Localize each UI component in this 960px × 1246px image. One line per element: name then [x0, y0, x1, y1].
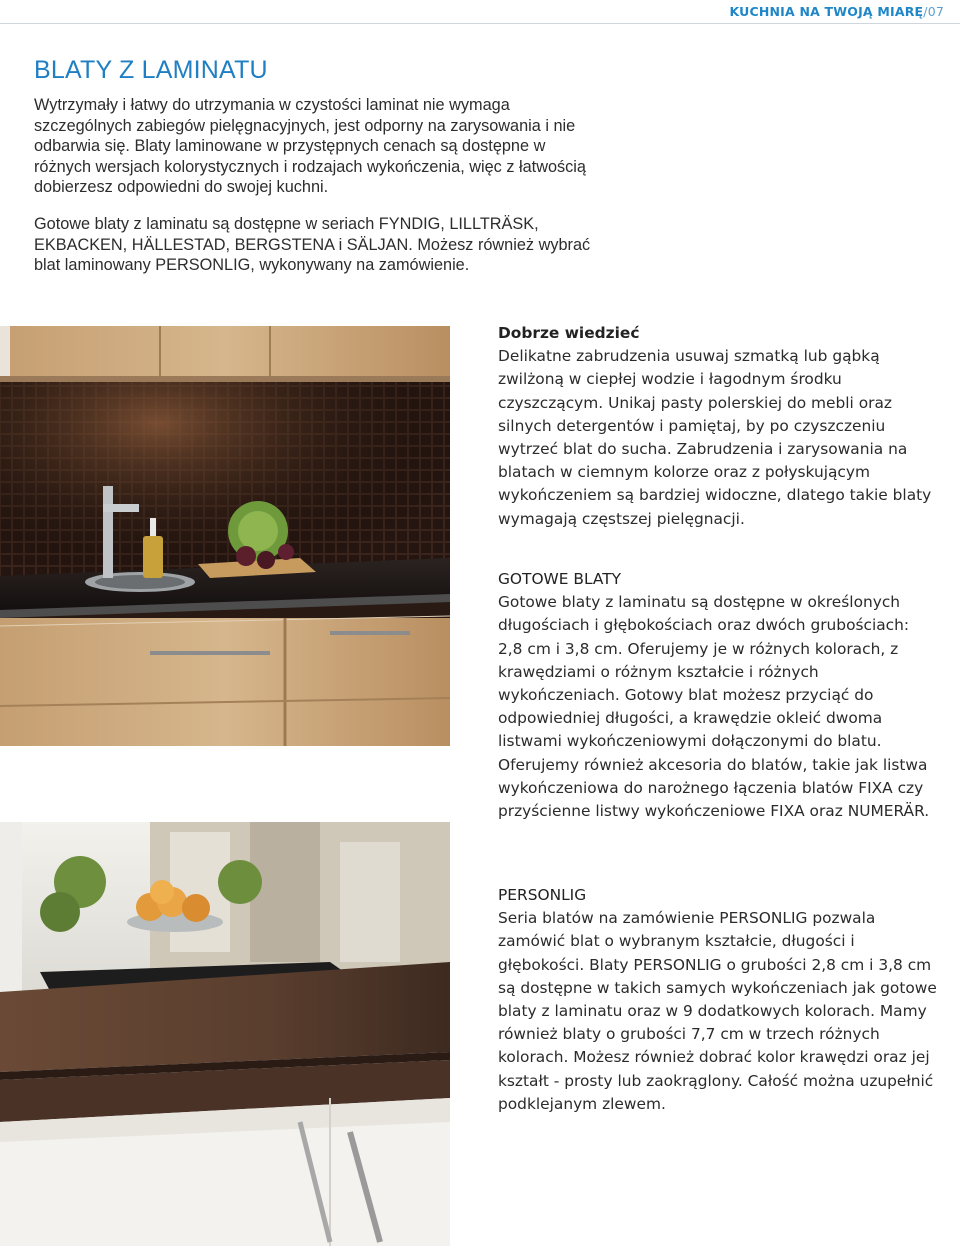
intro-paragraph-2: Gotowe blaty z laminatu są dostępne w seriach FYNDIG, LILLTRÄSK, EKBACKEN, HÄLLESTAD, BERGSTENA i SÄLJAN. Możesz również wybrać blat laminowany PERSONLIG, wykonywany na zamówienie. — [34, 214, 591, 275]
ready-tops-body: Gotowe blaty z laminatu są dostępne w określonych długościach i głębokościach oraz dwóch grubościach: 2,8 cm i 3,8 cm. Oferujemy je w różnych kolorach, z krawędziami o różnym kształcie i różnych wykończeniach. Gotowy blat możesz przyciąć do odpowiedniej długości, a krawędzie okleić dwoma listwami wykończeniowymi dołączonymi do blatu. Oferujemy również akcesoria do blatów, takie jak listwa wykończeniowa do narożnego łączenia blatów FIXA czy przyścienne listwy wykończeniowe FIXA oraz NUMERÄR. — [498, 593, 930, 821]
intro-block — [34, 56, 594, 276]
section-name: KUCHNIA NA TWOJĄ MIARĘ — [729, 4, 924, 19]
kitchen-sink-photo — [0, 326, 450, 746]
ready-tops-section — [498, 568, 938, 823]
page-title: BLATY Z LAMINATU — [34, 56, 268, 84]
page-number: /07 — [923, 4, 944, 19]
worktop-corner-photo — [0, 822, 450, 1246]
good-to-know-section — [498, 322, 938, 531]
personlig-body: Seria blatów na zamówienie PERSONLIG pozwala zamówić blat o wybranym kształcie, długości i głębokości. Blaty PERSONLIG o grubości 2,8 cm i 3,8 cm są dostępne w takich samych wykończeniach jak gotowe blaty z laminatu oraz w 9 dodatkowych kolorach. Mamy również blaty o grubości 7,7 cm w trzech różnych kolorach. Możesz również dobrać kolor krawędzi oraz jej kształt - prosty lub zaokrąglony. Całość można uzupełnić podklejanym zlewem. — [498, 909, 937, 1113]
good-to-know-heading: Dobrze wiedzieć — [498, 324, 640, 342]
ready-tops-heading: GOTOWE BLATY — [498, 570, 622, 588]
running-header — [729, 4, 944, 19]
kitchen-sink-illustration — [0, 326, 450, 746]
personlig-heading: PERSONLIG — [498, 886, 587, 904]
good-to-know-body: Delikatne zabrudzenia usuwaj szmatką lub gąbką zwilżoną w ciepłej wodzie i łagodnym środku czyszczącym. Unikaj pasty polerskiej do mebli oraz silnych detergentów i pamiętaj, by po czyszczeniu wytrzeć blat do sucha. Zabrudzenia i zarysowania na blatach w ciemnym kolorze oraz z połyskującym wykończeniem są bardziej widoczne, dlatego takie blaty wymagają częstszej pielęgnacji. — [498, 347, 932, 528]
worktop-corner-illustration — [0, 822, 450, 1246]
personlig-section — [498, 884, 938, 1116]
page-header — [0, 0, 960, 24]
intro-paragraph-1: Wytrzymały i łatwy do utrzymania w czystości laminat nie wymaga szczególnych zabiegów pielęgnacyjnych, jest odporny na zarysowania i nie odbarwia się. Blaty laminowane w przystępnych cenach są dostępne w różnych wersjach kolorystycznych i rodzajach wykończenia, więc z łatwością dobierzesz odpowiedni do swojej kuchni. — [34, 96, 586, 197]
